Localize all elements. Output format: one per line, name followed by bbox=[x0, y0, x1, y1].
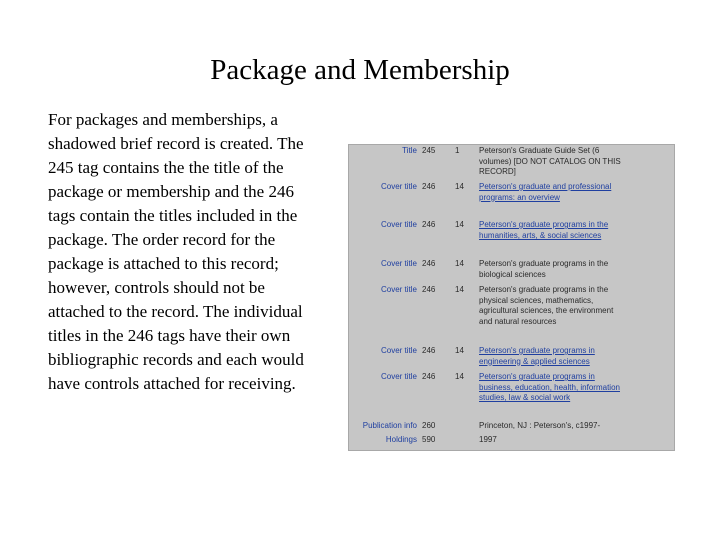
marc-tag: 246 bbox=[422, 346, 436, 355]
field-label: Cover title bbox=[380, 346, 417, 355]
field-label: Cover title bbox=[380, 182, 417, 191]
indicator: 14 bbox=[455, 346, 464, 355]
indicator: 14 bbox=[455, 372, 464, 381]
marc-tag: 245 bbox=[422, 146, 436, 155]
marc-tag: 246 bbox=[422, 220, 436, 229]
slide-body-text: For packages and memberships, a shadowed brief record is created. The 245 tag contains the the title of the package or membership and the 246 tags contain the titles included in the package. The order record for the package is attached to this record; however, controls should not be attached to the record. The individual titles in the 246 tags have their own bibliographic records and each would have controls attached for receiving. bbox=[48, 110, 304, 393]
field-label: Cover title bbox=[380, 285, 417, 294]
field-label: Holdings bbox=[385, 435, 417, 444]
field-label: Cover title bbox=[380, 220, 417, 229]
field-content: Peterson's Graduate Guide Set (6 volumes) [DO NOT CATALOG ON THIS RECORD] bbox=[479, 146, 621, 177]
field-label: Publication info bbox=[362, 421, 417, 430]
field-content: Peterson's graduate programs in the biological sciences bbox=[479, 259, 609, 279]
field-content: Peterson's graduate programs in the physical sciences, mathematics, agricultural sciences, the environment and natural resources bbox=[479, 285, 614, 326]
field-label: Title bbox=[402, 146, 417, 155]
marc-tag: 260 bbox=[422, 421, 436, 430]
marc-tag: 246 bbox=[422, 285, 436, 294]
bibliographic-record-screenshot bbox=[348, 144, 675, 451]
marc-tag: 246 bbox=[422, 259, 436, 268]
marc-tag: 246 bbox=[422, 372, 436, 381]
indicator: 1 bbox=[455, 146, 460, 155]
field-label: Cover title bbox=[380, 372, 417, 381]
indicator: 14 bbox=[455, 285, 464, 294]
field-label: Cover title bbox=[380, 259, 417, 268]
field-content-link[interactable]: Peterson's graduate programs in the humanities, arts, & social sciences bbox=[479, 220, 609, 240]
field-content: Princeton, NJ : Peterson's, c1997- bbox=[479, 421, 601, 430]
slide-title: Package and Membership bbox=[210, 54, 510, 86]
field-content-link[interactable]: Peterson's graduate programs in engineering & applied sciences bbox=[479, 346, 595, 366]
field-content-link[interactable]: Peterson's graduate programs in business, education, health, information studies, law & social work bbox=[479, 372, 620, 403]
indicator: 14 bbox=[455, 220, 464, 229]
field-content-link[interactable]: Peterson's graduate and professional programs: an overview bbox=[479, 182, 612, 202]
marc-tag: 590 bbox=[422, 435, 436, 444]
marc-tag: 246 bbox=[422, 182, 436, 191]
field-content: 1997 bbox=[479, 435, 497, 444]
indicator: 14 bbox=[455, 259, 464, 268]
indicator: 14 bbox=[455, 182, 464, 191]
